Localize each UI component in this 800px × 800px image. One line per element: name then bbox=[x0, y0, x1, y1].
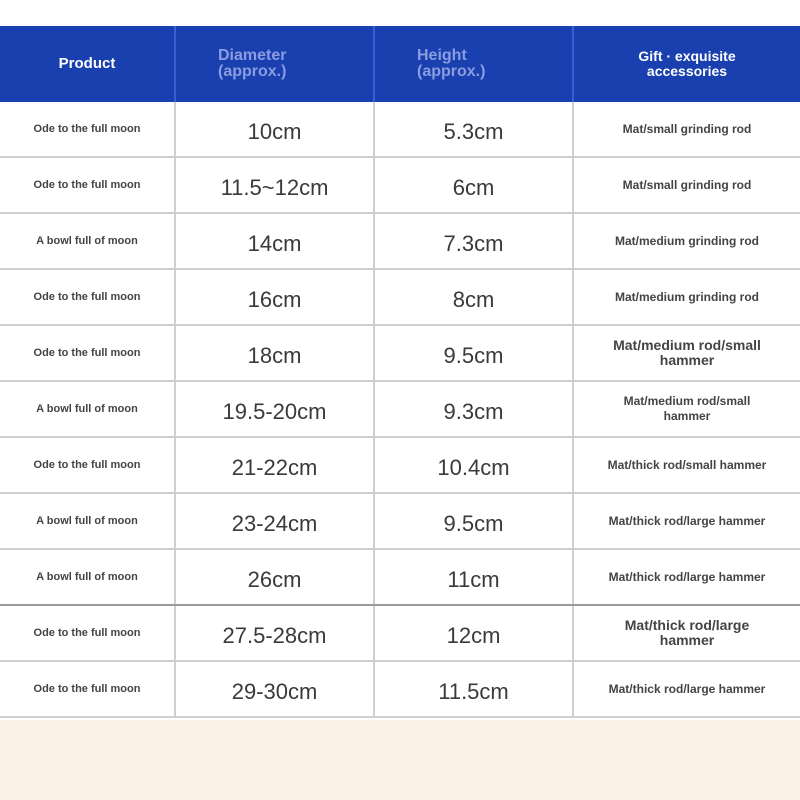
height-value: 5.3cm bbox=[375, 102, 574, 156]
header-gift bbox=[574, 26, 800, 102]
height-value: 10.4cm bbox=[375, 438, 574, 492]
height-value: 11.5cm bbox=[375, 662, 574, 716]
product-name: A bowl full of moon bbox=[0, 494, 176, 548]
header-gift-label: Gift · exquisite bbox=[638, 48, 736, 64]
height-value: 9.5cm bbox=[375, 494, 574, 548]
diameter-value: 10cm bbox=[176, 102, 375, 156]
diameter-value: 21-22cm bbox=[176, 438, 375, 492]
diameter-value: 16cm bbox=[176, 270, 375, 324]
table-row bbox=[0, 382, 800, 438]
gift-accessories: Mat/thick rod/large hammer bbox=[608, 569, 766, 584]
product-name: A bowl full of moon bbox=[0, 214, 176, 268]
size-table bbox=[0, 26, 800, 718]
bottom-background-panel bbox=[0, 720, 800, 800]
table-row bbox=[0, 606, 800, 662]
table-header bbox=[0, 26, 800, 102]
header-product bbox=[0, 26, 176, 102]
product-name: Ode to the full moon bbox=[0, 606, 176, 660]
header-product-label: Product bbox=[58, 55, 116, 72]
header-height-sub: (approx.) bbox=[417, 63, 486, 80]
table-row bbox=[0, 550, 800, 606]
product-name: Ode to the full moon bbox=[0, 158, 176, 212]
table-row bbox=[0, 102, 800, 158]
product-name: Ode to the full moon bbox=[0, 438, 176, 492]
diameter-value: 18cm bbox=[176, 326, 375, 380]
header-diameter-sub: (approx.) bbox=[218, 63, 287, 80]
table-row bbox=[0, 662, 800, 718]
gift-accessories: Mat/thick rod/large hammer bbox=[608, 513, 766, 528]
diameter-value: 11.5~12cm bbox=[176, 158, 375, 212]
height-value: 11cm bbox=[375, 550, 574, 604]
header-diameter bbox=[176, 26, 375, 102]
product-name: Ode to the full moon bbox=[0, 270, 176, 324]
diameter-value: 14cm bbox=[176, 214, 375, 268]
product-name: A bowl full of moon bbox=[0, 382, 176, 436]
gift-accessories: Mat/medium grinding rod bbox=[615, 233, 759, 248]
product-name: Ode to the full moon bbox=[0, 102, 176, 156]
product-name: Ode to the full moon bbox=[0, 326, 176, 380]
gift-accessories: Mat/small grinding rod bbox=[622, 121, 752, 136]
header-height-label: Height bbox=[417, 47, 467, 64]
diameter-value: 26cm bbox=[176, 550, 375, 604]
product-name: A bowl full of moon bbox=[0, 550, 176, 604]
table-row bbox=[0, 158, 800, 214]
header-height bbox=[375, 26, 574, 102]
header-diameter-label: Diameter bbox=[218, 47, 287, 64]
gift-accessories: Mat/thick rod/large hammer bbox=[608, 681, 766, 696]
gift-accessories: Mat/medium rod/small hammer bbox=[623, 394, 751, 423]
height-value: 6cm bbox=[375, 158, 574, 212]
height-value: 12cm bbox=[375, 606, 574, 660]
height-value: 9.5cm bbox=[375, 326, 574, 380]
product-name: Ode to the full moon bbox=[0, 662, 176, 716]
table-row bbox=[0, 270, 800, 326]
table-row bbox=[0, 214, 800, 270]
diameter-value: 23-24cm bbox=[176, 494, 375, 548]
top-strip bbox=[0, 0, 800, 26]
header-gift-sub: accessories bbox=[646, 63, 728, 79]
gift-accessories: Mat/medium grinding rod bbox=[615, 289, 759, 304]
gift-accessories: Mat/small grinding rod bbox=[622, 177, 752, 192]
gift-accessories: Mat/medium rod/small hammer bbox=[613, 337, 761, 368]
gift-accessories: Mat/thick rod/large hammer bbox=[624, 617, 750, 648]
table-row bbox=[0, 438, 800, 494]
diameter-value: 29-30cm bbox=[176, 662, 375, 716]
gift-accessories: Mat/thick rod/small hammer bbox=[607, 457, 767, 472]
diameter-value: 27.5-28cm bbox=[176, 606, 375, 660]
height-value: 7.3cm bbox=[375, 214, 574, 268]
height-value: 8cm bbox=[375, 270, 574, 324]
table-row bbox=[0, 326, 800, 382]
table-row bbox=[0, 494, 800, 550]
diameter-value: 19.5-20cm bbox=[176, 382, 375, 436]
height-value: 9.3cm bbox=[375, 382, 574, 436]
